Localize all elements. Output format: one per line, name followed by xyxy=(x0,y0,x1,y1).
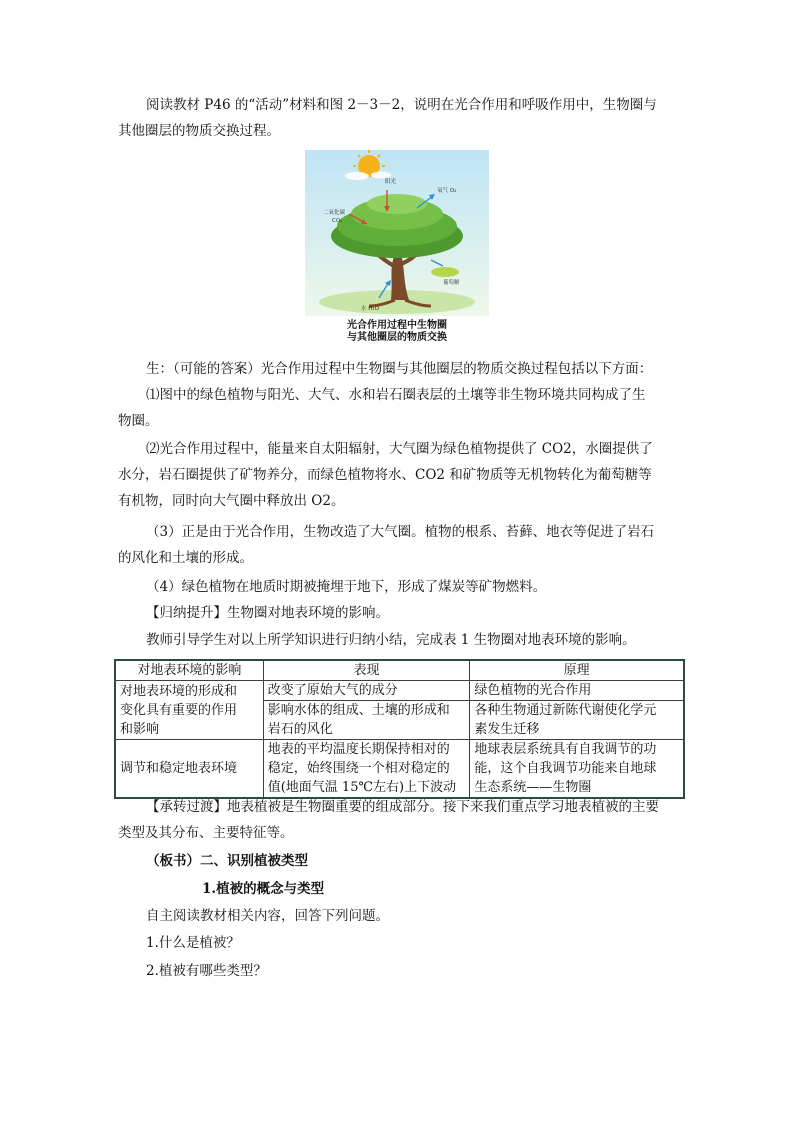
biosphere-impact-table xyxy=(114,659,685,799)
table-row xyxy=(115,740,684,799)
table-cell-group2: 调节和稳定地表环境 xyxy=(115,740,263,799)
figure-caption-line-2: 与其他圈层的物质交换 xyxy=(347,332,447,343)
transition-line-2: 类型及其分布、主要特征等。 xyxy=(118,825,294,841)
table-row xyxy=(115,681,684,701)
table-cell: 绿色植物的光合作用 xyxy=(470,681,684,701)
board-heading: （板书）二、识别植被类型 xyxy=(146,853,308,869)
label-co2: 二氧化碳 xyxy=(323,210,346,216)
table-header: 表现 xyxy=(263,660,470,681)
photosynthesis-figure xyxy=(305,150,489,346)
section-instruction: 自主阅读教材相关内容，回答下列问题。 xyxy=(146,908,389,924)
answer-p2-line-1: ⑵光合作用过程中，能量来自太阳辐射，大气圈为绿色植物提供了 CO2，水圈提供了 xyxy=(146,441,653,457)
label-sunlight: 阳光 xyxy=(385,179,397,185)
label-co2-formula: CO₂ xyxy=(332,218,343,224)
label-oxygen: 氧气 O₂ xyxy=(437,188,457,194)
question-2: 2.植被有哪些类型？ xyxy=(146,963,267,979)
table-cell-group1: 对地表环境的形成和 变化具有重要的作用 和影响 xyxy=(115,681,263,740)
glucose-leaf-icon xyxy=(431,267,459,277)
table-cell: 地表的平均温度长期保持相对的 稳定，始终围绕一个相对稳定的 值(地面气温 15℃左右)上下波动 xyxy=(263,740,470,799)
summary-instruction: 教师引导学生对以上所学知识进行归纳小结，完成表 1 生物圈对地表环境的影响。 xyxy=(146,632,636,648)
answer-p3-line-2: 的风化和土壤的形成。 xyxy=(118,550,253,566)
answer-p1-line-2: 物圈。 xyxy=(118,413,159,429)
table-header: 对地表环境的影响 xyxy=(115,660,263,681)
summary-heading: 【归纳提升】生物圈对地表环境的影响。 xyxy=(146,605,389,621)
subheading: 1.植被的概念与类型 xyxy=(202,881,325,897)
table-cell: 影响水体的组成、土壤的形成和 岩石的风化 xyxy=(263,701,470,740)
table-cell: 地球表层系统具有自我调节的功 能，这个自我调节功能来自地球 生态系统——生物圈 xyxy=(470,740,684,799)
tree-illustration xyxy=(305,150,489,316)
answer-p2-line-3: 有机物，同时向大气圈中释放出 O2。 xyxy=(118,493,345,509)
answer-p2-line-2: 水分，岩石圈提供了矿物养分，而绿色植物将水、CO2 和矿物质等无机物转化为葡萄糖等 xyxy=(118,467,652,483)
answer-p3-line-1: （3）正是由于光合作用，生物改造了大气圈。植物的根系、苔藓、地衣等促进了岩石 xyxy=(146,524,655,540)
transition-line-1: 【承转过渡】地表植被是生物圈重要的组成部分。接下来我们重点学习地表植被的主要 xyxy=(146,799,659,815)
answer-p1-line-1: ⑴图中的绿色植物与阳光、大气、水和岩石圈表层的土壤等非生物环境共同构成了生 xyxy=(146,387,646,403)
question-1: 1.什么是植被？ xyxy=(146,935,240,951)
answer-intro: 生：（可能的答案）光合作用过程中生物圈与其他圈层的物质交换过程包括以下方面： xyxy=(146,361,653,377)
label-glucose: 葡萄糖 xyxy=(443,280,460,286)
intro-line-2: 其他圈层的物质交换过程。 xyxy=(118,123,280,139)
intro-line-1: 阅读教材 P46 的“活动”材料和图 2－3－2，说明在光合作用和呼吸作用中，生物圈与 xyxy=(146,97,657,113)
table-header: 原理 xyxy=(470,660,684,681)
label-water: 水 H₂O xyxy=(361,306,379,312)
figure-caption-line-1: 光合作用过程中生物圈 xyxy=(347,320,447,331)
table-header-row xyxy=(115,660,684,681)
table-cell: 改变了原始大气的成分 xyxy=(263,681,470,701)
answer-p4: （4）绿色植物在地质时期被掩埋于地下，形成了煤炭等矿物燃料。 xyxy=(146,579,547,595)
table-cell: 各种生物通过新陈代谢使化学元 素发生迁移 xyxy=(470,701,684,740)
